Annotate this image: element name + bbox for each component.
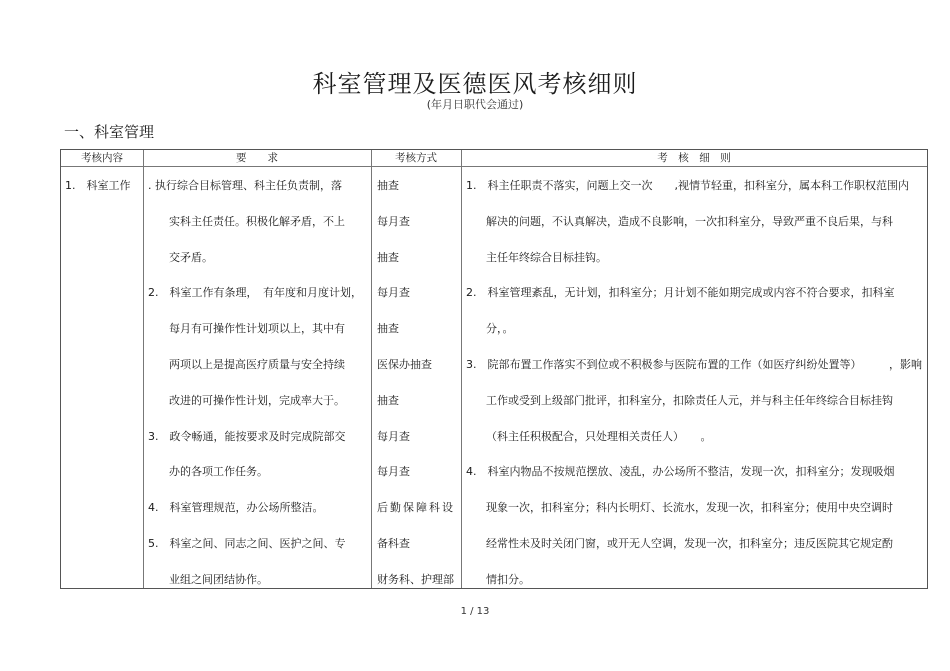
header-method: 考核方式	[395, 152, 437, 164]
section-heading: 一、科室管理	[64, 123, 155, 141]
assessment-table	[60, 149, 928, 589]
method-cell: 每月查	[377, 465, 410, 479]
requirement-line: 改进的可操作性计划，完成率大于。	[169, 393, 345, 407]
detail-line: 情扣分。	[486, 572, 530, 586]
column-divider	[371, 150, 372, 588]
document-title: 科室管理及医德医风考核细则	[312, 70, 638, 98]
detail-line: 2. 科室管理紊乱，无计划，扣科室分；月计划不能如期完成或内容不符合要求，扣科室	[466, 286, 895, 300]
method-cell: 每月查	[377, 429, 410, 443]
detail-line: 工作或受到上级部门批评，扣科室分，扣除责任人元，并与科主任年终综合目标挂钩	[486, 393, 893, 407]
detail-line: 主任年终综合目标挂钩。	[486, 250, 607, 264]
header-requirements: 要 求	[236, 152, 278, 164]
method-cell: 抽查	[377, 179, 399, 192]
requirement-line: 每月有可操作性计划项以上，其中有	[169, 322, 345, 336]
requirement-line: 5. 科室之间、同志之间、医护之间、专	[148, 537, 346, 550]
requirement-line: 两项以上是提高医疗质量与安全持续	[169, 358, 345, 371]
method-cell: 备科查	[377, 537, 410, 550]
requirement-line: . 执行综合目标管理、科主任负责制，落	[148, 179, 342, 192]
content-cell: 1. 科室工作	[65, 179, 131, 192]
method-cell: 抽查	[377, 250, 399, 264]
requirement-line: 2. 科室工作有条理， 有年度和月度计划，	[148, 286, 362, 300]
detail-line: 分，。	[486, 322, 514, 336]
method-cell: 财务科、护理部	[377, 572, 454, 586]
page-indicator: 1 / 13	[460, 606, 490, 617]
detail-line: 经常性未及时关闭门窗，或开无人空调，发现一次，扣科室分；违反医院其它规定酌	[486, 537, 893, 550]
requirement-line: 4. 科室管理规范，办公场所整洁。	[148, 501, 324, 515]
method-cell: 每月查	[377, 214, 410, 228]
method-cell: 医保办抽查	[377, 358, 432, 371]
requirement-line: 实科主任责任。积极化解矛盾，不上	[169, 214, 345, 228]
header-details: 考 核 细 则	[657, 152, 731, 164]
detail-line: 现象一次，扣科室分；科内长明灯、长流水，发现一次，扣科室分；使用中央空调时	[486, 501, 893, 515]
method-cell: 后勤保障科设	[377, 501, 455, 515]
detail-line: 解决的问题，不认真解决，造成不良影响，一次扣科室分，导致严重不良后果，与科	[486, 214, 893, 228]
detail-line: 3. 院部布置工作落实不到位或不积极参与医院布置的工作（如医疗纠纷处置等） ，影响	[466, 358, 922, 371]
method-cell: 抽查	[377, 393, 399, 407]
requirement-line: 办的各项工作任务。	[169, 465, 268, 479]
column-divider	[143, 150, 144, 588]
requirement-line: 业组之间团结协作。	[169, 572, 268, 586]
method-cell: 抽查	[377, 322, 399, 336]
header-divider	[61, 166, 927, 167]
detail-line: 1. 科主任职责不落实，问题上交一次 ,视情节轻重，扣科室分，属本科工作职权范围内	[466, 179, 909, 192]
header-content: 考核内容	[81, 152, 123, 164]
method-cell: 每月查	[377, 286, 410, 300]
requirement-line: 交矛盾。	[169, 250, 213, 264]
column-divider	[461, 150, 462, 588]
requirement-line: 3. 政令畅通，能按要求及时完成院部交	[148, 429, 346, 443]
detail-line: 4. 科室内物品不按规范摆放、凌乱，办公场所不整洁，发现一次，扣科室分；发现吸烟	[466, 465, 895, 479]
detail-line: （科主任积极配合，只处理相关责任人） 。	[486, 429, 712, 443]
document-subtitle: (年月日职代会通过)	[426, 98, 524, 111]
